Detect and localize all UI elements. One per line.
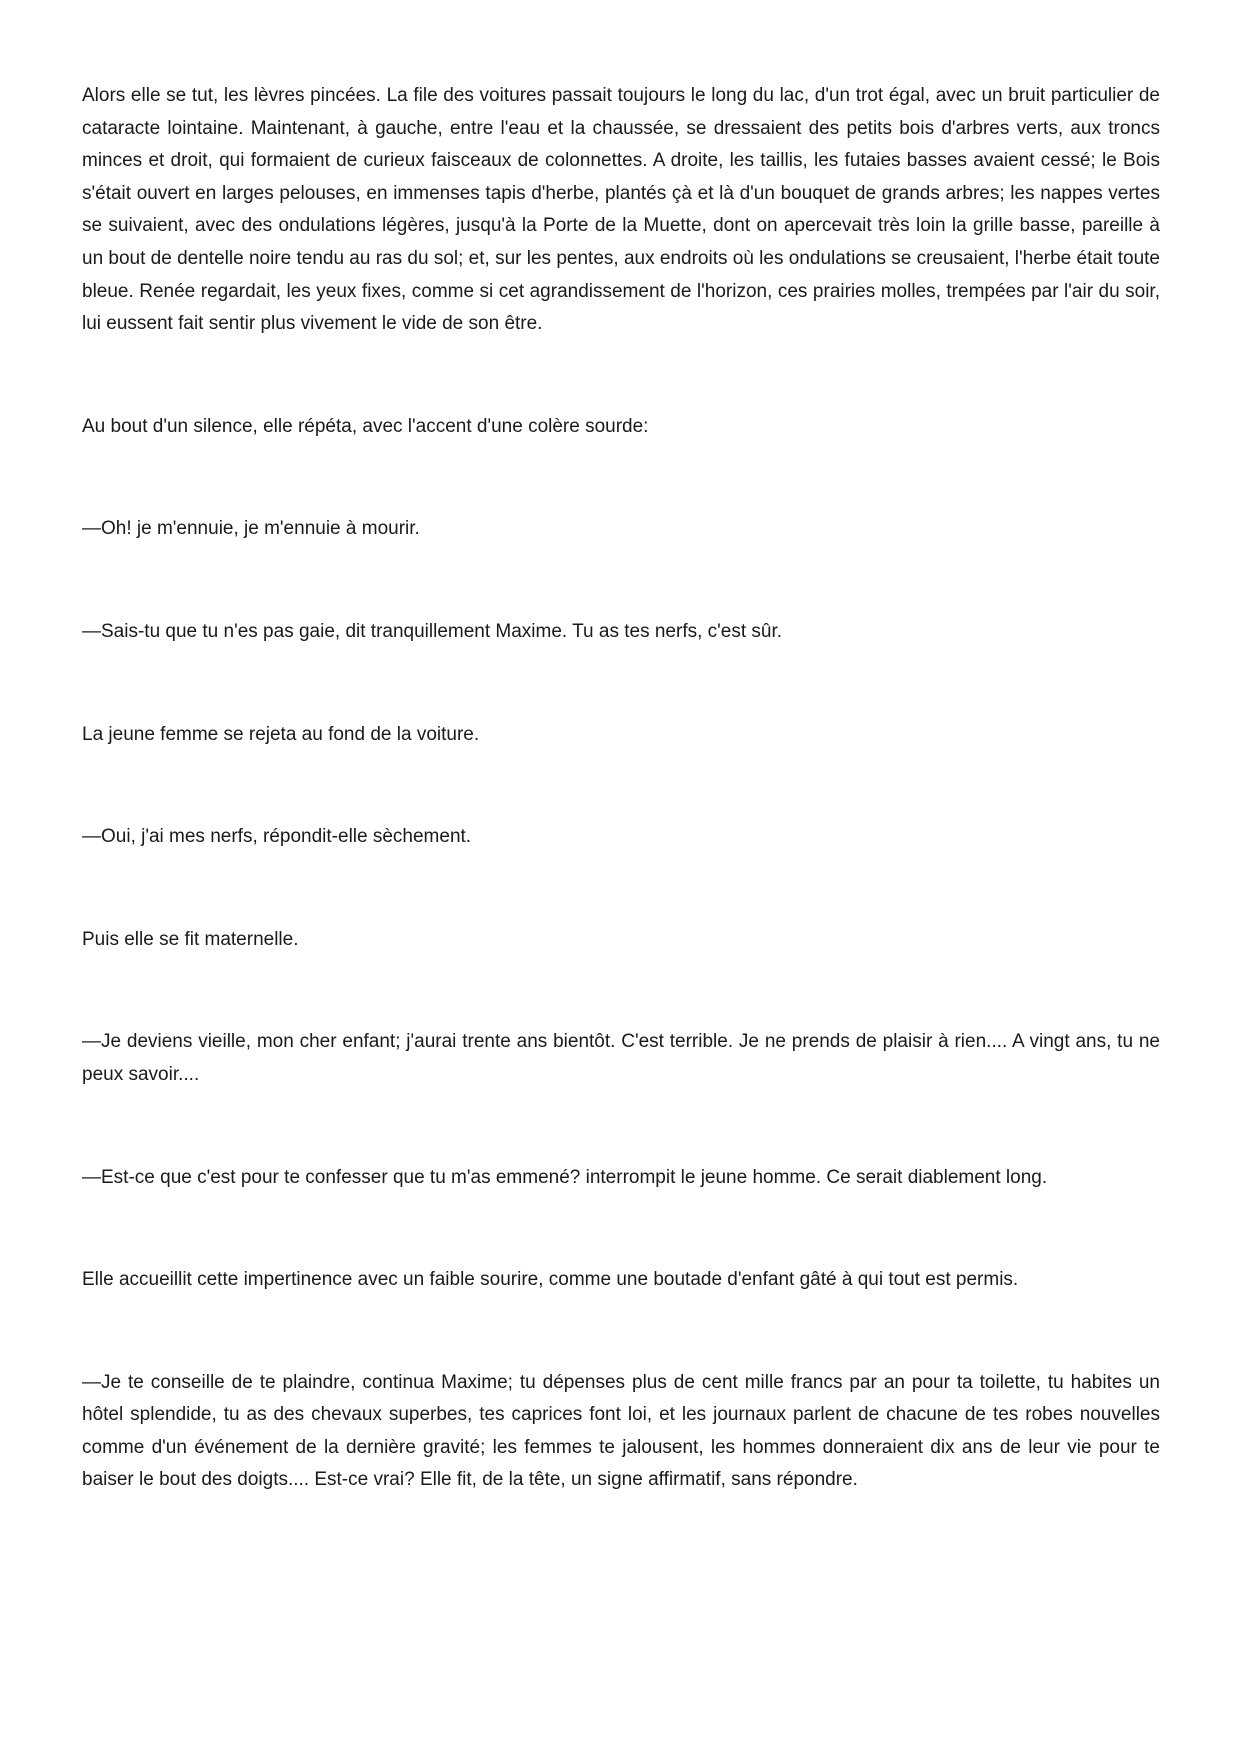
paragraph-narration: Au bout d'un silence, elle répéta, avec l'accent d'une colère sourde: [82, 415, 649, 437]
paragraph-dialogue: —Oh! je m'ennuie, je m'ennuie à mourir. [82, 518, 420, 540]
paragraph-narration: La jeune femme se rejeta au fond de la voiture. [82, 723, 480, 745]
paragraph-dialogue: —Sais-tu que tu n'es pas gaie, dit tranquillement Maxime. Tu as tes nerfs, c'est sûr. [82, 620, 783, 642]
paragraph-narration: Elle accueillit cette impertinence avec un faible sourire, comme une boutade d'enfant gâté à qui tout est permis. [82, 1269, 1019, 1291]
document-page [82, 80, 1160, 1497]
paragraph-dialogue: —Est-ce que c'est pour te confesser que tu m'as emmené? interrompit le jeune homme. Ce serait diablement long. [82, 1166, 1048, 1188]
paragraph-dialogue: —Je deviens vieille, mon cher enfant; j'aurai trente ans bientôt. C'est terrible. Je ne prends de plaisir à rien.... A vingt ans, tu ne peux savoir.... [82, 1031, 1160, 1085]
paragraph-narration: Puis elle se fit maternelle. [82, 928, 299, 950]
paragraph-dialogue: —Oui, j'ai mes nerfs, répondit-elle sèchement. [82, 826, 472, 848]
paragraph-description: Alors elle se tut, les lèvres pincées. La file des voitures passait toujours le long du lac, d'un trot égal, avec un bruit particulier de cataracte lointaine. Maintenant, à gauche, entre l'eau et la chaussée, se dressaient des petits bois d'arbres verts, aux troncs minces et droit, qui formaient de curieux faisceaux de colonnettes. A droite, les taillis, les futaies basses avaient cessé; le Bois s'était ouvert en larges pelouses, en immenses tapis d'herbe, plantés çà et là d'un bouquet de grands arbres; les nappes vertes se suivaient, avec des ondulations légères, jusqu'à la Porte de la Muette, dont on apercevait très loin la grille basse, pareille à un bout de dentelle noire tendu au ras du sol; et, sur les pentes, aux endroits où les ondulations se creusaient, l'herbe était toute bleue. Renée regardait, les yeux fixes, comme si cet agrandissement de l'horizon, ces prairies molles, trempées par l'air du soir, lui eussent fait sentir plus vivement le vide de son être. [82, 85, 1160, 335]
paragraph-dialogue: —Je te conseille de te plaindre, continua Maxime; tu dépenses plus de cent mille francs par an pour ta toilette, tu habites un hôtel splendide, tu as des chevaux superbes, tes caprices font loi, et les journaux parlent de chacune de tes robes nouvelles comme d'un événement de la dernière gravité; les femmes te jalousent, les hommes donneraient dix ans de leur vie pour te baiser le bout des doigts.... Est-ce vrai? Elle fit, de la tête, un signe affirmatif, sans répondre. [82, 1371, 1160, 1491]
